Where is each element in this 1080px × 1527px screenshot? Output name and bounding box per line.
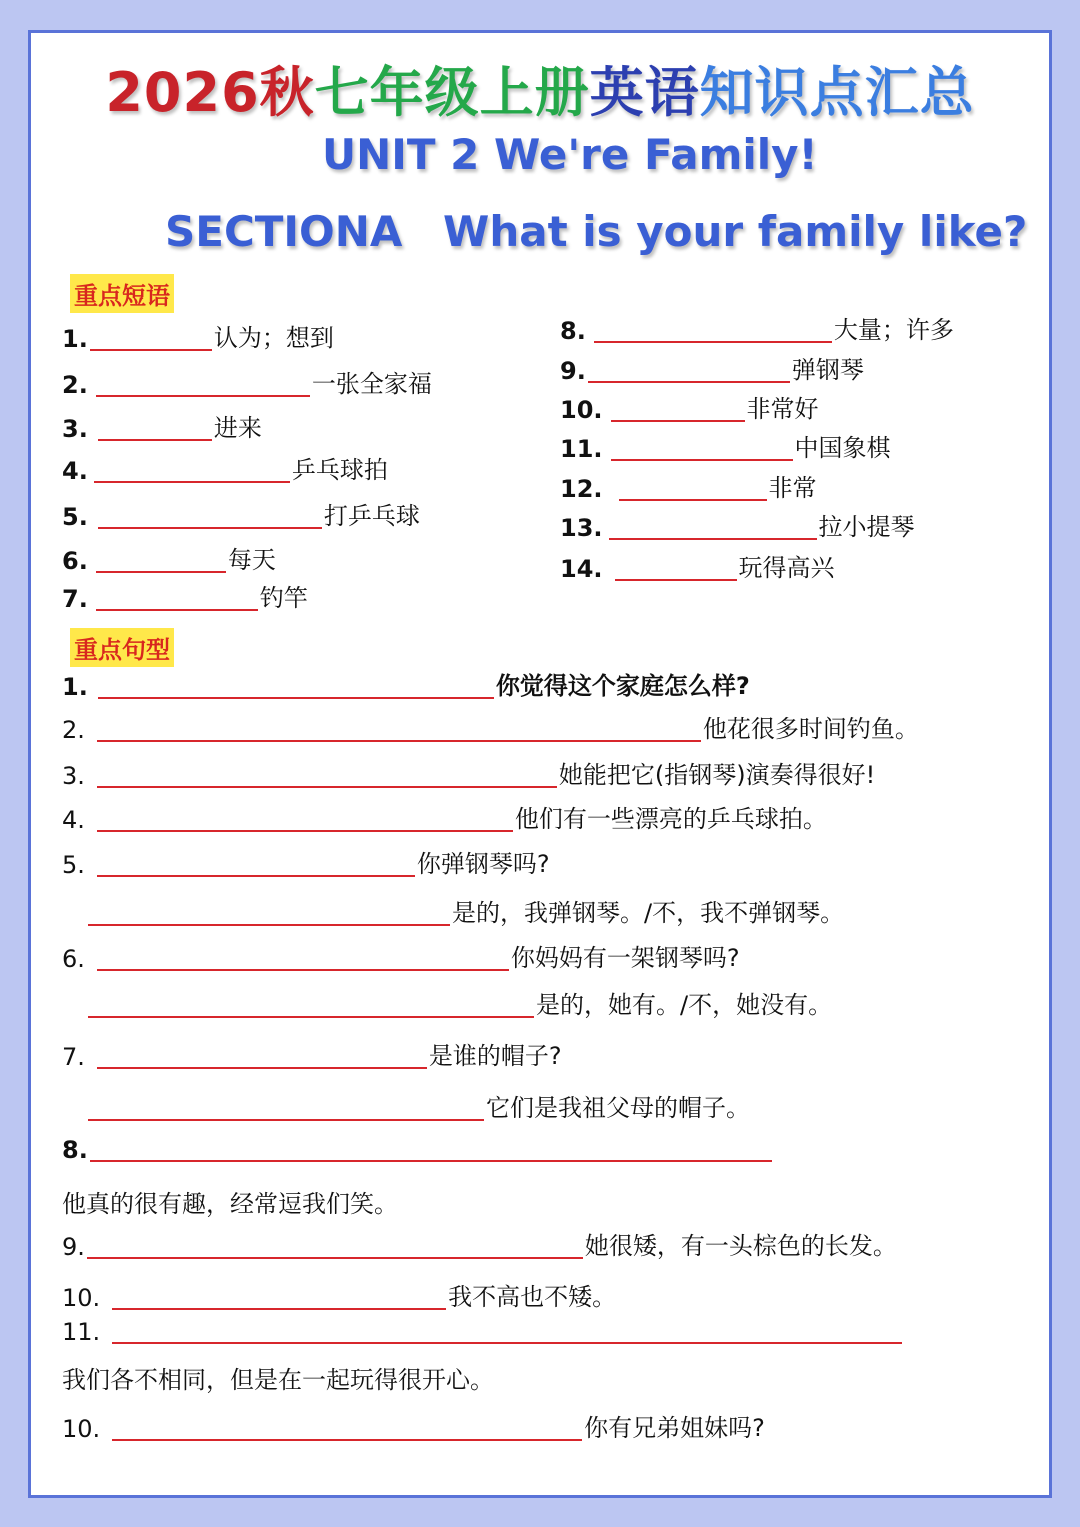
sentence-number: 10. — [62, 1415, 101, 1443]
sentence-item — [62, 666, 750, 701]
phrase-item — [560, 350, 864, 385]
answer-blank[interactable] — [615, 555, 737, 581]
phrase-chinese: 乒乓球拍 — [291, 456, 388, 484]
phrase-number: 10. — [560, 396, 603, 424]
answer-blank[interactable] — [97, 1043, 427, 1069]
phrase-number: 13. — [560, 514, 603, 542]
phrase-chinese: 中国象棋 — [794, 434, 891, 462]
answer-blank[interactable] — [88, 1095, 484, 1121]
sentence-item — [62, 844, 550, 879]
phrase-chinese: 一张全家福 — [311, 370, 432, 398]
unit-label: UNIT 2 — [322, 130, 480, 179]
phrase-item — [62, 318, 334, 353]
answer-blank[interactable] — [609, 514, 817, 540]
phrase-number: 4. — [62, 457, 88, 485]
sentence-chinese: 它们是我祖父母的帽子。 — [486, 1094, 750, 1122]
section-title: What is your family like? — [443, 207, 1028, 256]
sentence-chinese: 你有兄弟姐妹吗? — [584, 1414, 765, 1442]
answer-blank[interactable] — [98, 673, 494, 699]
sentence-chinese: 他真的很有趣，经常逗我们笑。 — [62, 1190, 398, 1218]
phrase-item — [560, 389, 819, 424]
answer-blank[interactable] — [112, 1318, 902, 1344]
answer-blank[interactable] — [97, 851, 415, 877]
sentence-item — [62, 1318, 904, 1346]
sentence-item — [62, 1226, 897, 1261]
phrase-item — [560, 310, 954, 345]
phrase-chinese: 认为；想到 — [213, 324, 334, 352]
sentence-number: 6. — [62, 945, 85, 973]
answer-blank[interactable] — [96, 371, 310, 397]
answer-blank[interactable] — [94, 457, 290, 483]
phrase-item — [560, 507, 915, 542]
sentence-number: 11. — [62, 1318, 101, 1346]
phrase-number: 8. — [560, 317, 586, 345]
phrase-item — [62, 578, 308, 613]
phrase-item — [62, 540, 276, 575]
answer-blank[interactable] — [619, 475, 767, 501]
sentence-item — [86, 985, 832, 1020]
answer-blank[interactable] — [112, 1284, 446, 1310]
phrase-chinese: 打乒乓球 — [323, 502, 420, 530]
answer-blank[interactable] — [90, 325, 212, 351]
phrases-heading: 重点短语 — [70, 274, 174, 313]
sentence-chinese: 是的，我弹钢琴。/不，我不弹钢琴。 — [452, 899, 845, 927]
phrase-chinese: 非常 — [768, 474, 817, 502]
sentence-chinese: 你觉得这个家庭怎么样? — [495, 672, 750, 700]
sentence-number: 9. — [62, 1233, 85, 1261]
phrase-item — [62, 450, 388, 485]
phrase-chinese: 玩得高兴 — [738, 554, 835, 582]
answer-blank[interactable] — [97, 945, 509, 971]
title-grade: 七年级上册 — [314, 61, 590, 124]
phrase-chinese: 进来 — [213, 414, 262, 442]
phrase-chinese: 非常好 — [746, 395, 819, 423]
phrase-item — [62, 408, 262, 443]
sentence-chinese: 她能把它(指钢琴)演奏得很好! — [558, 761, 876, 789]
sentence-number: 4. — [62, 806, 85, 834]
sentence-item — [62, 1277, 616, 1312]
phrase-chinese: 弹钢琴 — [791, 356, 864, 384]
answer-blank[interactable] — [87, 1233, 583, 1259]
sentence-item — [62, 938, 740, 973]
phrase-number: 6. — [62, 547, 88, 575]
answer-blank[interactable] — [88, 900, 450, 926]
sentence-number: 5. — [62, 851, 85, 879]
phrase-number: 12. — [560, 475, 603, 503]
sentence-chinese: 我们各不相同，但是在一起玩得很开心。 — [62, 1366, 494, 1394]
answer-blank[interactable] — [98, 415, 212, 441]
answer-blank[interactable] — [90, 1136, 772, 1162]
sentence-number: 7. — [62, 1043, 85, 1071]
sentence-chinese: 他花很多时间钓鱼。 — [702, 715, 919, 743]
answer-blank[interactable] — [112, 1415, 582, 1441]
phrase-chinese: 钓竿 — [259, 584, 308, 612]
phrase-number: 14. — [560, 555, 603, 583]
phrase-number: 2. — [62, 371, 88, 399]
sentence-number: 1. — [62, 673, 88, 701]
answer-blank[interactable] — [96, 585, 258, 611]
phrase-number: 9. — [560, 357, 586, 385]
phrase-number: 1. — [62, 325, 88, 353]
sentence-number: 8. — [62, 1136, 88, 1164]
sentence-item — [62, 1136, 774, 1164]
phrase-number: 3. — [62, 415, 88, 443]
sentence-item — [62, 709, 919, 744]
sentence-chinese: 他们有一些漂亮的乒乓球拍。 — [514, 805, 827, 833]
answer-blank[interactable] — [97, 716, 701, 742]
answer-blank[interactable] — [588, 357, 790, 383]
phrase-item — [560, 548, 835, 583]
title-year: 2026秋 — [105, 61, 315, 124]
answer-blank[interactable] — [88, 992, 534, 1018]
sentence-chinese: 是的，她有。/不，她没有。 — [536, 991, 833, 1019]
phrase-item — [560, 468, 817, 503]
sentence-number: 2. — [62, 716, 85, 744]
phrase-number: 11. — [560, 435, 603, 463]
unit-title: We're Family! — [494, 130, 818, 179]
phrase-item — [62, 496, 420, 531]
answer-blank[interactable] — [97, 762, 557, 788]
sentences-heading: 重点句型 — [70, 628, 174, 667]
title-subject: 英语 — [589, 61, 700, 124]
phrase-number: 7. — [62, 585, 88, 613]
answer-blank[interactable] — [611, 396, 745, 422]
phrase-item — [62, 364, 432, 399]
section-label: SECTIONA — [165, 207, 403, 256]
sentence-item — [62, 799, 827, 834]
sentence-chinese: 是谁的帽子? — [428, 1042, 562, 1070]
sentence-item — [62, 755, 875, 790]
sentence-chinese: 你弹钢琴吗? — [416, 850, 550, 878]
page-title — [0, 50, 1080, 127]
title-summary: 知识点汇总 — [699, 61, 975, 124]
answer-blank[interactable] — [594, 317, 832, 343]
phrase-chinese: 拉小提琴 — [818, 513, 915, 541]
sentence-chinese: 你妈妈有一架钢琴吗? — [510, 944, 740, 972]
phrase-chinese: 每天 — [227, 546, 276, 574]
sentence-chinese: 她很矮，有一头棕色的长发。 — [584, 1232, 897, 1260]
sentence-item — [86, 893, 844, 928]
sentence-number: 3. — [62, 762, 85, 790]
phrase-number: 5. — [62, 503, 88, 531]
sentence-item — [62, 1408, 765, 1443]
sentence-chinese: 我不高也不矮。 — [448, 1283, 617, 1311]
sentence-number: 10. — [62, 1284, 101, 1312]
phrase-chinese: 大量；许多 — [833, 316, 954, 344]
phrase-item — [560, 428, 891, 463]
answer-blank[interactable] — [611, 435, 793, 461]
sentence-item — [62, 1036, 562, 1071]
answer-blank[interactable] — [96, 547, 226, 573]
answer-blank[interactable] — [98, 503, 322, 529]
sentence-item — [86, 1088, 750, 1123]
answer-blank[interactable] — [97, 806, 513, 832]
